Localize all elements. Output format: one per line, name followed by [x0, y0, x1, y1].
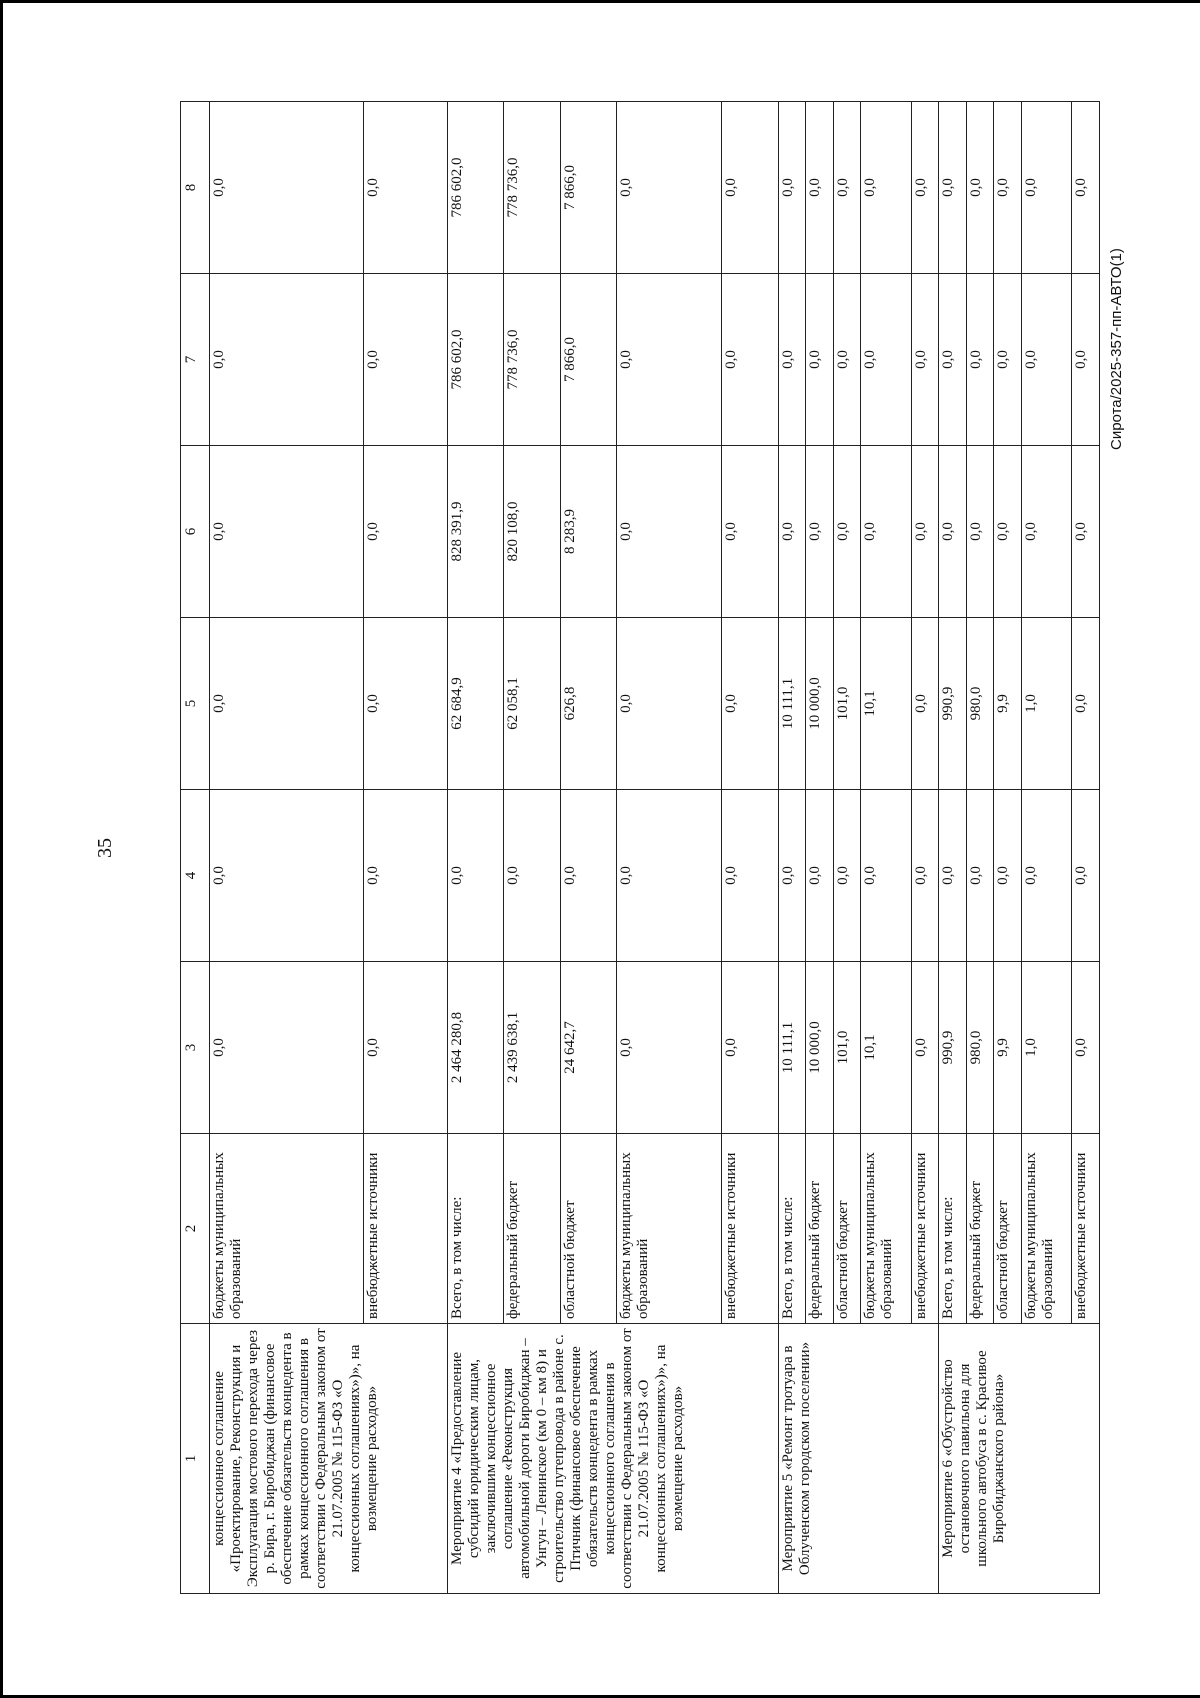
value-cell: 10,1 — [860, 618, 911, 790]
header-cell: 5 — [181, 618, 210, 790]
value-cell: 101,0 — [833, 618, 860, 790]
value-cell: 2 464 280,8 — [447, 962, 504, 1134]
value-cell: 0,0 — [778, 102, 805, 274]
value-cell: 0,0 — [210, 962, 364, 1134]
value-cell: 0,0 — [1072, 962, 1100, 1134]
funding-source: бюджеты муниципальных образований — [210, 1134, 364, 1324]
funding-source: бюджеты муниципальных образований — [1021, 1134, 1072, 1324]
value-cell: 0,0 — [911, 446, 938, 618]
value-cell: 0,0 — [860, 790, 911, 962]
table-row — [210, 102, 364, 1594]
value-cell: 0,0 — [994, 790, 1021, 962]
funding-source: федеральный бюджет — [806, 1134, 833, 1324]
value-cell: 0,0 — [966, 274, 993, 446]
header-cell: 1 — [181, 1324, 210, 1594]
measure-description: концессионное соглашение «Проектирование, Реконструкция и Эксплуатация мостового перехода через р. Бира, г. Биробиджан (финансовое обеспечение обязательств концедента в рамках концессионного соглашения в соответствии с Федеральным законом от 21.07.2005 № 115-ФЗ «О концессионных соглашениях»)», на возмещение расходов» — [210, 1324, 448, 1594]
value-cell: 1,0 — [1021, 962, 1072, 1134]
value-cell: 0,0 — [1072, 102, 1100, 274]
value-cell: 0,0 — [939, 102, 966, 274]
value-cell: 0,0 — [1021, 274, 1072, 446]
value-cell: 0,0 — [364, 962, 447, 1134]
funding-source: Всего, в том числе: — [778, 1134, 805, 1324]
value-cell: 0,0 — [210, 274, 364, 446]
value-cell: 0,0 — [911, 102, 938, 274]
value-cell: 0,0 — [833, 790, 860, 962]
value-cell: 0,0 — [966, 102, 993, 274]
value-cell: 7 866,0 — [560, 274, 617, 446]
header-cell: 7 — [181, 274, 210, 446]
value-cell: 0,0 — [1072, 790, 1100, 962]
value-cell: 0,0 — [721, 102, 778, 274]
value-cell: 0,0 — [721, 446, 778, 618]
rotated-table-container — [180, 104, 1100, 1594]
value-cell: 0,0 — [721, 962, 778, 1134]
value-cell: 0,0 — [806, 790, 833, 962]
header-cell: 3 — [181, 962, 210, 1134]
value-cell: 62 058,1 — [504, 618, 561, 790]
value-cell: 0,0 — [966, 790, 993, 962]
value-cell: 0,0 — [994, 102, 1021, 274]
value-cell: 626,8 — [560, 618, 617, 790]
value-cell: 0,0 — [966, 446, 993, 618]
funding-source: областной бюджет — [560, 1134, 617, 1324]
funding-source: федеральный бюджет — [504, 1134, 561, 1324]
measure-description: Мероприятие 6 «Обустройство остановочного павильона для школьного автобуса в с. Красивое Биробиджанского района» — [939, 1324, 1100, 1594]
funding-source: внебюджетные источники — [364, 1134, 447, 1324]
value-cell: 9,9 — [994, 962, 1021, 1134]
funding-source: внебюджетные источники — [911, 1134, 938, 1324]
value-cell: 990,9 — [939, 618, 966, 790]
value-cell: 10 000,0 — [806, 618, 833, 790]
funding-source: федеральный бюджет — [966, 1134, 993, 1324]
value-cell: 0,0 — [210, 790, 364, 962]
value-cell: 7 866,0 — [560, 102, 617, 274]
value-cell: 0,0 — [806, 274, 833, 446]
measure-description: Мероприятие 5 «Ремонт тротуара в Облученском городском поселении» — [778, 1324, 939, 1594]
funding-source: областной бюджет — [833, 1134, 860, 1324]
value-cell: 828 391,9 — [447, 446, 504, 618]
value-cell: 62 684,9 — [447, 618, 504, 790]
value-cell: 0,0 — [617, 962, 722, 1134]
value-cell: 0,0 — [860, 274, 911, 446]
value-cell: 990,9 — [939, 962, 966, 1134]
value-cell: 10 111,1 — [778, 962, 805, 1134]
value-cell: 24 642,7 — [560, 962, 617, 1134]
value-cell: 0,0 — [617, 618, 722, 790]
value-cell: 0,0 — [721, 790, 778, 962]
table-row — [939, 102, 966, 1594]
value-cell: 0,0 — [210, 618, 364, 790]
header-cell: 4 — [181, 790, 210, 962]
funding-source: областной бюджет — [994, 1134, 1021, 1324]
value-cell: 0,0 — [939, 274, 966, 446]
value-cell: 0,0 — [1072, 274, 1100, 446]
value-cell: 0,0 — [1021, 102, 1072, 274]
value-cell: 0,0 — [210, 446, 364, 618]
value-cell: 0,0 — [1021, 446, 1072, 618]
value-cell: 980,0 — [966, 618, 993, 790]
header-cell: 2 — [181, 1134, 210, 1324]
value-cell: 0,0 — [778, 790, 805, 962]
value-cell: 0,0 — [939, 446, 966, 618]
value-cell: 0,0 — [617, 102, 722, 274]
value-cell: 0,0 — [504, 790, 561, 962]
value-cell: 0,0 — [939, 790, 966, 962]
value-cell: 0,0 — [860, 102, 911, 274]
value-cell: 10,1 — [860, 962, 911, 1134]
value-cell: 0,0 — [1072, 618, 1100, 790]
document-code: Сирота/2025-357-пп-АВТО(1) — [1108, 248, 1125, 450]
value-cell: 0,0 — [806, 446, 833, 618]
budget-table — [180, 101, 1100, 1594]
value-cell: 0,0 — [833, 274, 860, 446]
value-cell: 0,0 — [364, 102, 447, 274]
value-cell: 0,0 — [617, 274, 722, 446]
funding-source: Всего, в том числе: — [939, 1134, 966, 1324]
value-cell: 0,0 — [911, 274, 938, 446]
table-body — [210, 102, 1100, 1594]
value-cell: 10 111,1 — [778, 618, 805, 790]
value-cell: 0,0 — [447, 790, 504, 962]
value-cell: 0,0 — [364, 790, 447, 962]
value-cell: 0,0 — [911, 790, 938, 962]
value-cell: 820 108,0 — [504, 446, 561, 618]
value-cell: 0,0 — [860, 446, 911, 618]
value-cell: 0,0 — [210, 102, 364, 274]
value-cell: 0,0 — [778, 274, 805, 446]
page-number: 35 — [94, 838, 116, 858]
funding-source: внебюджетные источники — [1072, 1134, 1100, 1324]
funding-source: бюджеты муниципальных образований — [860, 1134, 911, 1324]
funding-source: внебюджетные источники — [721, 1134, 778, 1324]
value-cell: 0,0 — [911, 962, 938, 1134]
value-cell: 0,0 — [1021, 790, 1072, 962]
value-cell: 0,0 — [994, 446, 1021, 618]
value-cell: 0,0 — [806, 102, 833, 274]
value-cell: 0,0 — [833, 446, 860, 618]
value-cell: 0,0 — [994, 274, 1021, 446]
value-cell: 101,0 — [833, 962, 860, 1134]
value-cell: 0,0 — [911, 618, 938, 790]
value-cell: 8 283,9 — [560, 446, 617, 618]
table-row — [778, 102, 805, 1594]
value-cell: 0,0 — [778, 446, 805, 618]
value-cell: 0,0 — [721, 274, 778, 446]
header-cell: 6 — [181, 446, 210, 618]
value-cell: 9,9 — [994, 618, 1021, 790]
value-cell: 2 439 638,1 — [504, 962, 561, 1134]
value-cell: 0,0 — [617, 446, 722, 618]
header-row — [181, 102, 210, 1594]
value-cell: 0,0 — [364, 446, 447, 618]
value-cell: 786 602,0 — [447, 102, 504, 274]
value-cell: 980,0 — [966, 962, 993, 1134]
value-cell: 0,0 — [617, 790, 722, 962]
table-row — [447, 102, 504, 1594]
value-cell: 786 602,0 — [447, 274, 504, 446]
value-cell: 0,0 — [364, 274, 447, 446]
value-cell: 0,0 — [1072, 446, 1100, 618]
value-cell: 778 736,0 — [504, 274, 561, 446]
value-cell: 0,0 — [833, 102, 860, 274]
value-cell: 0,0 — [721, 618, 778, 790]
funding-source: Всего, в том числе: — [447, 1134, 504, 1324]
funding-source: бюджеты муниципальных образований — [617, 1134, 722, 1324]
value-cell: 0,0 — [364, 618, 447, 790]
header-cell: 8 — [181, 102, 210, 274]
value-cell: 0,0 — [560, 790, 617, 962]
measure-description: Мероприятие 4 «Предоставление субсидий юридическим лицам, заключившим концессионное соглашение «Реконструкция автомобильной дороги Биробиджан – Унгун – Ленинское (км 0 – км 8) и строительство путепровода в районе с. Птичник (финансовое обеспечение обязательств концедента в рамках концессионного соглашения в соответствии с Федеральным законом от 21.07.2005 № 115-ФЗ «О концессионных соглашениях»)», на возмещение расходов» — [447, 1324, 778, 1594]
value-cell: 778 736,0 — [504, 102, 561, 274]
value-cell: 10 000,0 — [806, 962, 833, 1134]
value-cell: 1,0 — [1021, 618, 1072, 790]
